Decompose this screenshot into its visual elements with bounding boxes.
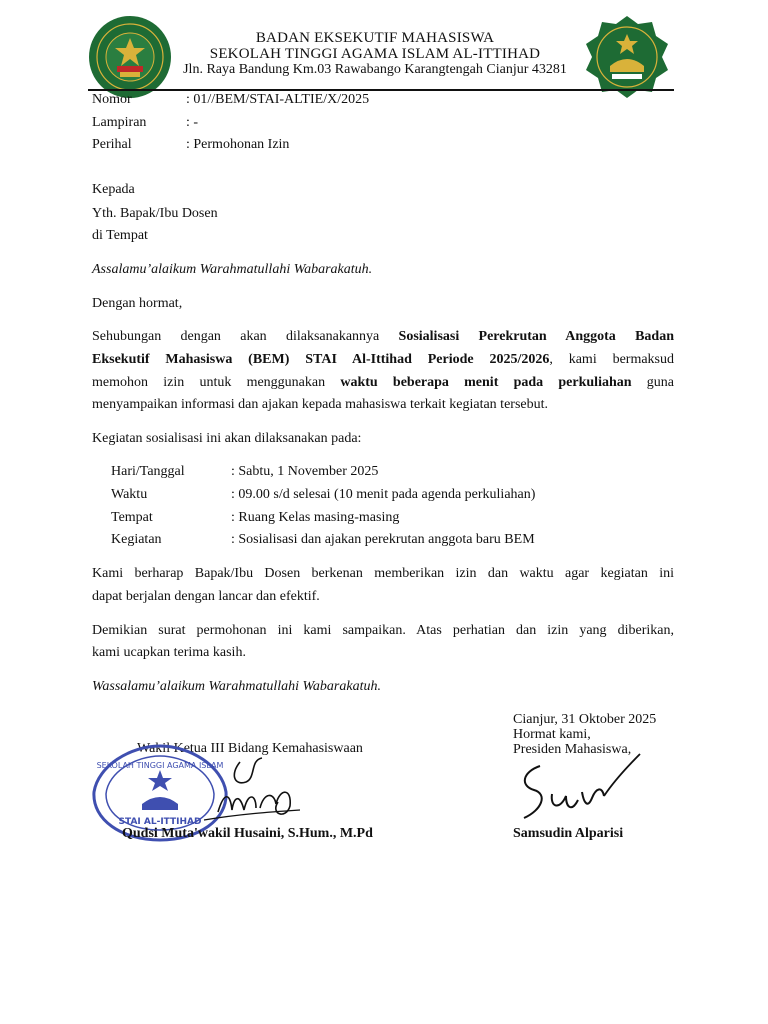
detail-value: : Sosialisasi dan ajakan perekrutan anggota baru BEM: [231, 532, 535, 547]
detail-label: Kegiatan: [111, 532, 162, 547]
perihal-label: Perihal: [92, 137, 132, 152]
regards: Hormat kami,: [513, 727, 591, 742]
place-date: Cianjur, 31 Oktober 2025: [513, 712, 657, 727]
para1-line4: menyampaikan informasi dan ajakan kepada mahasiswa terkait kegiatan tersebut.: [92, 397, 548, 412]
stai-logo: [584, 14, 670, 100]
right-signatory: [513, 712, 656, 757]
detail-row: [111, 509, 399, 527]
detail-label: Tempat: [111, 510, 153, 525]
right-name: Samsudin Alparisi: [513, 826, 624, 841]
detail-row: [111, 486, 535, 504]
detail-row: [111, 531, 535, 549]
right-title: Presiden Mahasiswa,: [513, 742, 632, 757]
left-name: Qudsi Muta'wakil Husaini, S.Hum., M.Pd: [122, 826, 373, 841]
detail-value: : Ruang Kelas masing-masing: [231, 510, 400, 525]
org-address: Jln. Raya Bandung Km.03 Rawabango Karangtengah Cianjur 43281: [183, 62, 567, 77]
right-signature: [512, 752, 647, 832]
lampiran-label: Lampiran: [92, 115, 147, 130]
stamp-text-bottom: STAI AL-ITTIHAD: [118, 817, 202, 827]
meta-nomor: [92, 91, 369, 109]
detail-label: Waktu: [111, 487, 148, 502]
para2-line2: dapat berjalan dengan lancar dan efektif.: [92, 589, 320, 604]
recipient-line3: di Tempat: [92, 228, 148, 243]
detail-row: [111, 463, 378, 481]
salutation: Dengan hormat,: [92, 296, 183, 311]
details-intro: Kegiatan sosialisasi ini akan dilaksanakan pada:: [92, 431, 362, 446]
greeting: Assalamu’alaikum Warahmatullahi Wabarakatuh.: [92, 262, 373, 277]
nomor-value: : 01//BEM/STAI-ALTIE/X/2025: [186, 92, 370, 107]
org-name-line1: BADAN EKSEKUTIF MAHASISWA: [255, 30, 495, 46]
para1-line2: Eksekutif Mahasiswa (BEM) STAI Al-Ittihad Periode 2025/2026, kami bermaksud: [92, 352, 674, 367]
perihal-value: : Permohonan Izin: [186, 137, 290, 152]
bem-logo: [87, 14, 173, 100]
stamp-text-top: SEKOLAH TINGGI AGAMA ISLAM: [96, 761, 224, 770]
lampiran-value: : -: [186, 115, 199, 130]
nomor-label: Nomor: [92, 92, 132, 107]
para2-line1: Kami berharap Bapak/Ibu Dosen berkenan memberikan izin dan waktu agar kegiatan ini: [92, 566, 674, 581]
left-title: Wakil Ketua III Bidang Kemahasiswaan: [137, 741, 363, 756]
letterhead: [170, 30, 580, 78]
para3-line1: Demikian surat permohonan ini kami sampaikan. Atas perhatian dan izin yang diberikan,: [92, 623, 674, 638]
para1-line3: memohon izin untuk menggunakan waktu beberapa menit pada perkuliahan guna: [92, 375, 674, 390]
recipient-line2: Yth. Bapak/Ibu Dosen: [92, 206, 218, 221]
recipient-line1: Kepada: [92, 182, 135, 197]
left-signature: [200, 752, 310, 832]
para1-line1: Sehubungan dengan akan dilaksanakannya Sosialisasi Perekrutan Anggota Badan: [92, 329, 674, 344]
org-name-line2: SEKOLAH TINGGI AGAMA ISLAM AL-ITTIHAD: [209, 46, 541, 62]
detail-label: Hari/Tanggal: [111, 464, 185, 479]
closing: Wassalamu’alaikum Warahmatullahi Wabarakatuh.: [92, 679, 381, 694]
meta-perihal: [92, 136, 289, 154]
para3-line2: kami ucapkan terima kasih.: [92, 645, 246, 660]
detail-value: : 09.00 s/d selesai (10 menit pada agenda perkuliahan): [231, 487, 536, 502]
detail-value: : Sabtu, 1 November 2025: [231, 464, 379, 479]
meta-lampiran: [92, 114, 198, 132]
